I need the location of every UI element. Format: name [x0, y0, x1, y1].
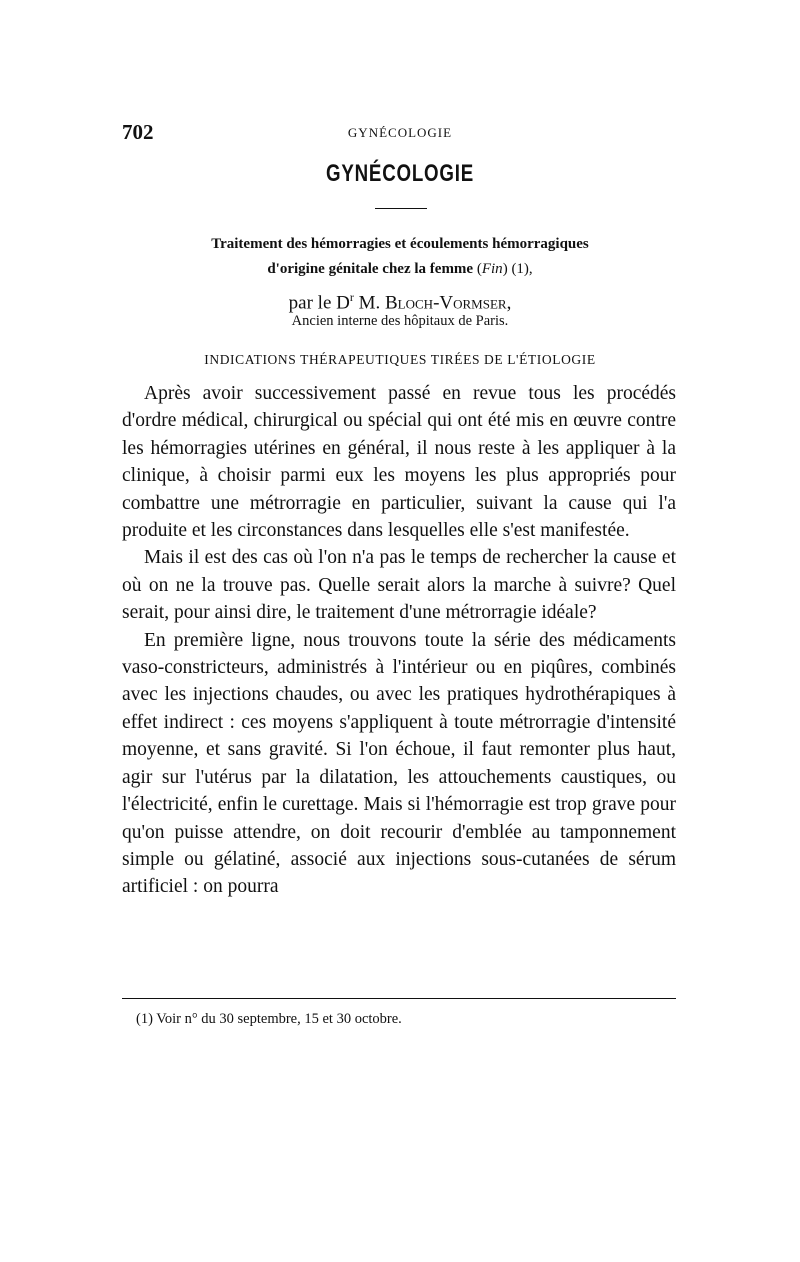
title-divider	[375, 208, 427, 209]
author-name: M. Bloch-Vormser,	[358, 292, 512, 314]
article-title-line-2-text: d'origine génitale chez la femme	[267, 261, 474, 277]
article-title-line-1: Traitement des hémorragies et écoulements hémorragiques	[211, 236, 589, 252]
paragraph: Après avoir successivement passé en revue tous les procédés d'ordre médical, chirurgical ou spécial qui ont été mis en œuvre contre les hémorragies utérines en général, il nous reste à les appliquer à la clinique, à choisir parmi eux les moyens les plus appropriés pour combattre une métrorragie en particulier, suivant la cause qui l'a produite et les circonstances dans lesquelles elle s'est manifestée.	[122, 383, 676, 542]
author-affiliation: Ancien interne des hôpitaux de Paris.	[291, 313, 509, 329]
page-number: 702	[122, 120, 154, 144]
body-text	[122, 380, 676, 901]
footnote-reference: (1),	[511, 261, 533, 277]
running-head	[122, 120, 678, 144]
footnote: (1) Voir n° du 30 septembre, 15 et 30 octobre.	[136, 1011, 402, 1027]
byline	[122, 284, 678, 316]
running-title: GYNÉCOLOGIE	[347, 125, 453, 140]
section-title: GYNÉCOLOGIE	[326, 160, 474, 187]
paragraph: En première ligne, nous trouvons toute la série des médicaments vaso-constricteurs, administrés à l'intérieur ou en piqûres, combinés avec les injections chaudes, ou avec les pratiques hydrothérapiques à effet indirect : ces moyens s'appliquent à toute métrorragie d'intensité moyenne, et sans gravité. Si l'on échoue, il faut remonter plus haut, agir sur l'utérus par la dilatation, les attouchements caustiques, ou l'électricité, enfin le curettage. Mais si l'hémorragie est trop grave pour qu'on puisse attendre, on doit recourir d'emblée au tamponnement simple ou gélatiné, associé aux injections sous-cutanées de sérum artificiel : on pourra	[122, 629, 676, 898]
paragraph: Mais il est des cas où l'on n'a pas le temps de rechercher la cause et où on ne la trouve pas. Quelle serait alors la marche à suivre? Quel serait, pour ainsi dire, le traitement d'une métrorragie idéale?	[122, 547, 676, 624]
article-title	[122, 232, 678, 282]
footnote-divider	[122, 998, 676, 999]
sub-heading: INDICATIONS THÉRAPEUTIQUES TIRÉES DE L'ÉTIOLOGIE	[204, 352, 596, 367]
article-title-fin: Fin	[481, 261, 503, 277]
article-title-line-2: d'origine génitale chez la femme (Fin) (1),	[267, 261, 533, 277]
byline-sup: r	[349, 290, 354, 304]
byline-prefix: par le D	[288, 292, 350, 314]
